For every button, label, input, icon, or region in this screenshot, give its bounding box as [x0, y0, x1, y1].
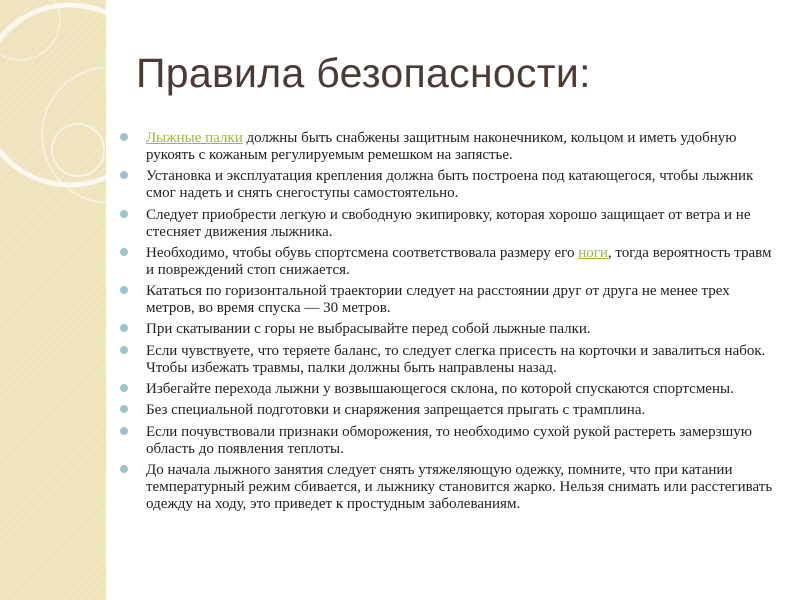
- list-item-text: Установка и эксплуатация крепления должна быть построена под катающегося, чтобы лыжник смог надеть и снять снегоступы самостоятельно.: [146, 168, 754, 202]
- list-item: [118, 130, 778, 164]
- list-item: [118, 402, 778, 419]
- list-item-text: Без специальной подготовки и снаряжения запрещается прыгать с трамплина.: [146, 402, 646, 419]
- bullet-icon: [120, 384, 128, 392]
- slide-content: [118, 130, 778, 517]
- bullet-icon: [120, 210, 128, 218]
- bullet-icon: [120, 248, 128, 256]
- list-item: [118, 168, 778, 202]
- bullet-icon: [120, 171, 128, 179]
- list-item: [118, 462, 778, 513]
- list-item: [118, 283, 778, 317]
- list-item: [118, 424, 778, 458]
- list-item: [118, 321, 778, 338]
- list-item: [118, 381, 778, 398]
- ski-poles-link[interactable]: Лыжные палки: [146, 130, 243, 146]
- list-item-text: должны быть снабжены защитным наконечником, кольцом и иметь удобную рукоять с кожаным регулируемым ремешком на запястье.: [146, 130, 737, 163]
- bullet-icon: [120, 286, 128, 294]
- list-item: [118, 343, 778, 377]
- feet-link[interactable]: ноги: [578, 244, 608, 261]
- list-item-text: Следует приобрести легкую и свободную экипировку, которая хорошо защищает от ветра и не стесняет движения лыжника.: [146, 206, 751, 240]
- list-item: [118, 207, 778, 241]
- slide-title: Правила безопасности:: [136, 50, 591, 96]
- list-item-text: Избегайте перехода лыжни у возвышающегося склона, по которой спускаются спортсмены.: [146, 381, 734, 398]
- list-item: [118, 245, 778, 279]
- list-item-text: Если чувствуете, что теряете баланс, то следует слегка присесть на корточки и завалиться набок. Чтобы избежать травмы, палки должны быть направлены назад.: [146, 342, 766, 376]
- bullet-icon: [120, 346, 128, 354]
- list-item-text: Необходимо, чтобы обувь спортсмена соответствовала размеру его: [146, 244, 579, 261]
- left-decorative-band: [0, 0, 106, 600]
- list-item-text: До начала лыжного занятия следует снять утяжеляющую одежку, помните, что при катании температурный режим сбивается, и лыжнику становится жарко. Нельзя снимать или расстегивать одежду на ходу, это приведет к простудным заболеваниям.: [146, 461, 773, 512]
- bullet-icon: [120, 324, 128, 332]
- list-item-text: Кататься по горизонтальной траектории следует на расстоянии друг от друга не менее трех метров, во время спуска — 30 метров.: [146, 283, 730, 317]
- bullet-icon: [120, 427, 128, 435]
- band-pattern: [0, 0, 106, 600]
- list-item-text: Если почувствовали признаки обморожения, то необходимо сухой рукой растереть замерзшую область до появления теплоты.: [146, 423, 752, 457]
- safety-rules-list: [118, 130, 778, 513]
- bullet-icon: [120, 465, 128, 473]
- bullet-icon: [120, 405, 128, 413]
- bullet-icon: [120, 133, 128, 141]
- list-item-text: , тогда вероятность травм и повреждений стоп снижается.: [146, 244, 772, 278]
- list-item-text: При скатывании с горы не выбрасывайте перед собой лыжные палки.: [146, 321, 591, 338]
